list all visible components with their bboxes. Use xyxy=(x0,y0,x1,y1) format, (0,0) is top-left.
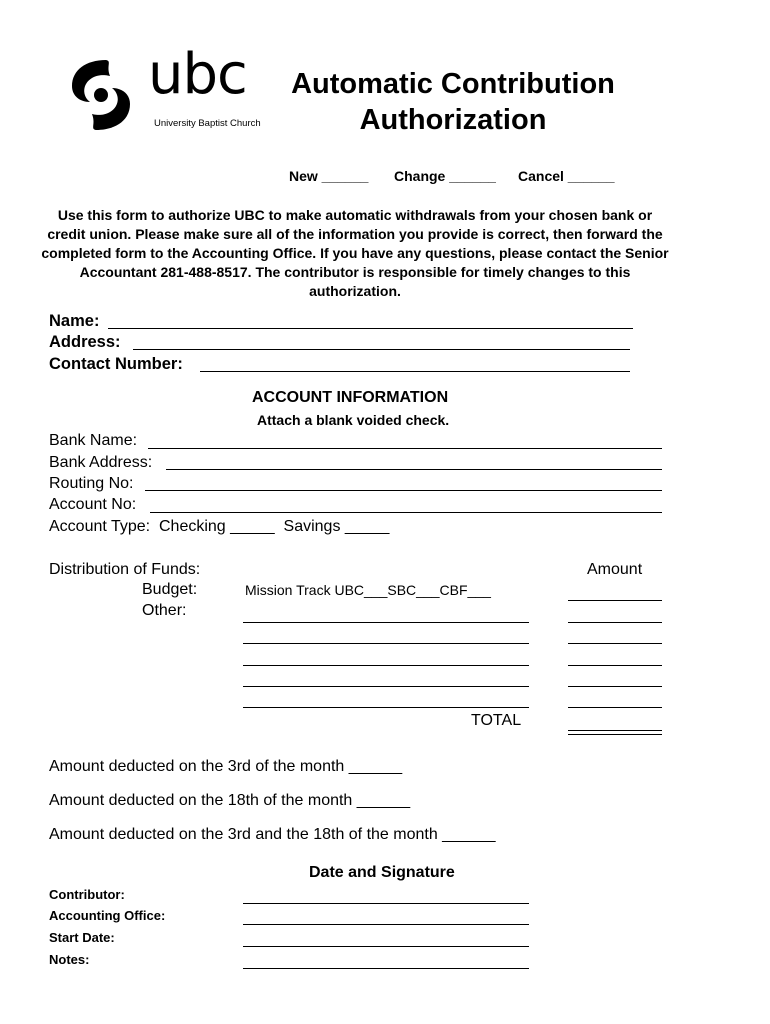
start-date-field[interactable] xyxy=(243,946,529,947)
deduction-18th[interactable]: Amount deducted on the 18th of the month ______ xyxy=(49,792,411,809)
other-line[interactable] xyxy=(243,707,529,708)
swirl-logo-icon xyxy=(66,56,138,134)
bank-name-label: Bank Name: xyxy=(49,432,138,449)
cancel-option[interactable]: Cancel ______ xyxy=(518,168,615,184)
address-field[interactable] xyxy=(133,349,630,350)
instructions-text: Use this form to authorize UBC to make automatic withdrawals from your chosen bank or credit union. Please make sure all of the information you provide is correct, then forward the completed form to the Accounting Office. If you have any questions, please contact the Senior Accountant 281-488-8517. The contributor is responsible for timely changes to this authorization. xyxy=(41,207,669,299)
change-option[interactable]: Change ______ xyxy=(394,168,496,184)
other-line[interactable] xyxy=(243,643,529,644)
name-field[interactable] xyxy=(108,328,633,329)
logo-subtitle: University Baptist Church xyxy=(154,118,261,129)
other-line[interactable] xyxy=(243,622,529,623)
amount-line[interactable] xyxy=(568,600,662,601)
deduction-3rd[interactable]: Amount deducted on the 3rd of the month ______ xyxy=(49,758,403,775)
form-title-line1: Automatic Contribution xyxy=(291,68,615,100)
amount-line[interactable] xyxy=(568,622,662,623)
account-note: Attach a blank voided check. xyxy=(257,412,450,428)
start-date-label: Start Date: xyxy=(49,930,115,945)
amount-line[interactable] xyxy=(568,686,662,687)
other-line[interactable] xyxy=(243,686,529,687)
form-title-line2: Authorization xyxy=(359,104,547,136)
routing-field[interactable] xyxy=(145,490,662,491)
new-option[interactable]: New ______ xyxy=(289,168,369,184)
accounting-office-field[interactable] xyxy=(243,924,529,925)
bank-name-field[interactable] xyxy=(148,448,662,449)
distribution-label: Distribution of Funds: xyxy=(49,561,201,578)
ubc-logo xyxy=(66,42,276,136)
contact-label: Contact Number: xyxy=(49,355,183,373)
amount-line[interactable] xyxy=(568,643,662,644)
account-type[interactable]: Account Type: Checking _____ Savings _____ xyxy=(49,518,390,535)
account-heading: ACCOUNT INFORMATION xyxy=(252,389,449,406)
account-no-field[interactable] xyxy=(150,512,662,513)
contributor-signature-field[interactable] xyxy=(243,903,529,904)
signature-heading: Date and Signature xyxy=(309,864,455,881)
notes-label: Notes: xyxy=(49,952,90,967)
total-field[interactable] xyxy=(568,730,662,735)
name-label: Name: xyxy=(49,312,100,330)
contributor-label: Contributor: xyxy=(49,887,125,902)
mission-track[interactable]: Mission Track UBC___SBC___CBF___ xyxy=(245,582,491,598)
routing-label: Routing No: xyxy=(49,475,134,492)
budget-label: Budget: xyxy=(142,581,198,598)
logo-wordmark: ubc xyxy=(148,42,247,107)
other-line[interactable] xyxy=(243,665,529,666)
address-label: Address: xyxy=(49,333,121,351)
notes-field[interactable] xyxy=(243,968,529,969)
amount-line[interactable] xyxy=(568,665,662,666)
amount-heading: Amount xyxy=(587,561,643,578)
total-label: TOTAL xyxy=(471,712,522,729)
amount-line[interactable] xyxy=(568,707,662,708)
bank-address-label: Bank Address: xyxy=(49,454,153,471)
bank-address-field[interactable] xyxy=(166,469,662,470)
deduction-both[interactable]: Amount deducted on the 3rd and the 18th of the month ______ xyxy=(49,826,496,843)
other-label: Other: xyxy=(142,602,187,619)
contact-field[interactable] xyxy=(200,371,630,372)
accounting-office-label: Accounting Office: xyxy=(49,908,166,923)
account-no-label: Account No: xyxy=(49,496,137,513)
